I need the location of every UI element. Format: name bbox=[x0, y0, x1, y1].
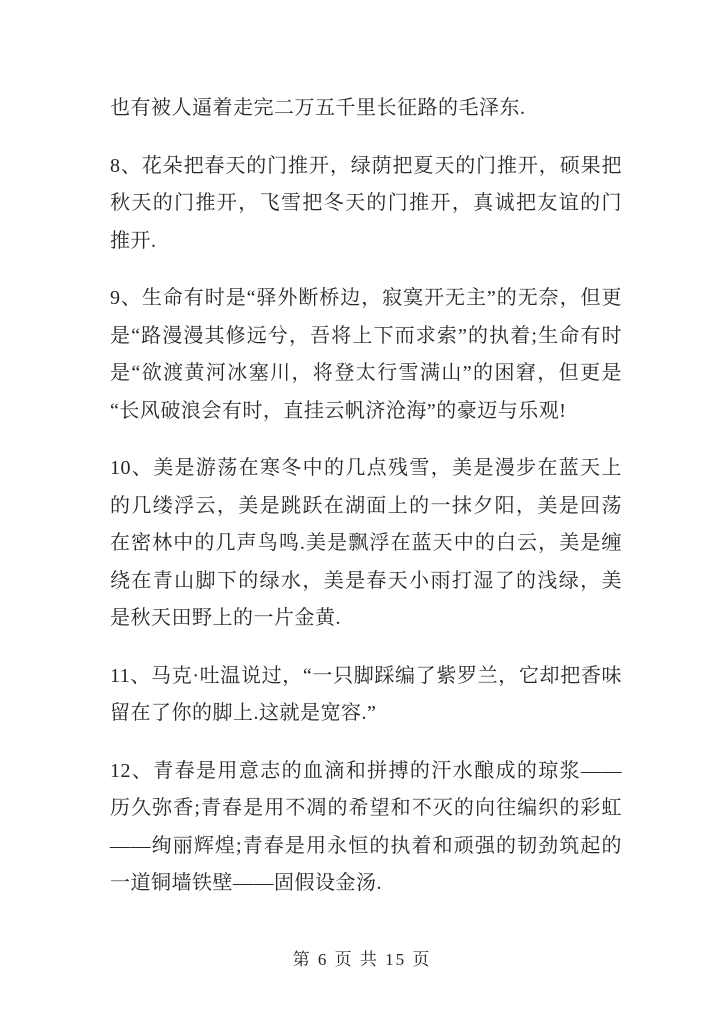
page-content bbox=[110, 90, 622, 923]
paragraph-12: 12、青春是用意志的血滴和拼搏的汗水酿成的琼浆——历久弥香;青春是用不凋的希望和不灭的向往编织的彩虹——绚丽辉煌;青春是用永恒的执着和顽强的韧劲筑起的一道铜墙铁壁——固假设金汤. bbox=[110, 759, 622, 894]
page-number-label: 第 6 页 共 15 页 bbox=[292, 950, 432, 969]
page-footer bbox=[0, 948, 724, 972]
paragraph-7-continuation: 也有被人逼着走完二万五千里长征路的毛泽东. bbox=[110, 97, 526, 119]
paragraph-9: 9、生命有时是“驿外断桥边，寂寞开无主”的无奈，但更是“路漫漫其修远兮，吾将上下而求索”的执着;生命有时是“欲渡黄河冰塞川，将登太行雪满山”的困窘，但更是“长风破浪会有时，直挂云帆济沧海”的豪迈与乐观! bbox=[110, 287, 622, 422]
paragraph-10: 10、美是游荡在寒冬中的几点残雪，美是漫步在蓝天上的几缕浮云，美是跳跃在湖面上的一抹夕阳，美是回荡在密林中的几声鸟鸣.美是飘浮在蓝天中的白云，美是缠绕在青山脚下的绿水，美是春天小雨打湿了的浅绿，美是秋天田野上的一片金黄. bbox=[110, 457, 622, 629]
paragraph-8: 8、花朵把春天的门推开，绿荫把夏天的门推开，硕果把秋天的门推开，飞雪把冬天的门推开，真诚把友谊的门推开. bbox=[110, 154, 622, 252]
paragraph-11: 11、马克·吐温说过，“一只脚踩编了紫罗兰，它却把香味留在了你的脚上.这就是宽容.” bbox=[110, 664, 622, 724]
